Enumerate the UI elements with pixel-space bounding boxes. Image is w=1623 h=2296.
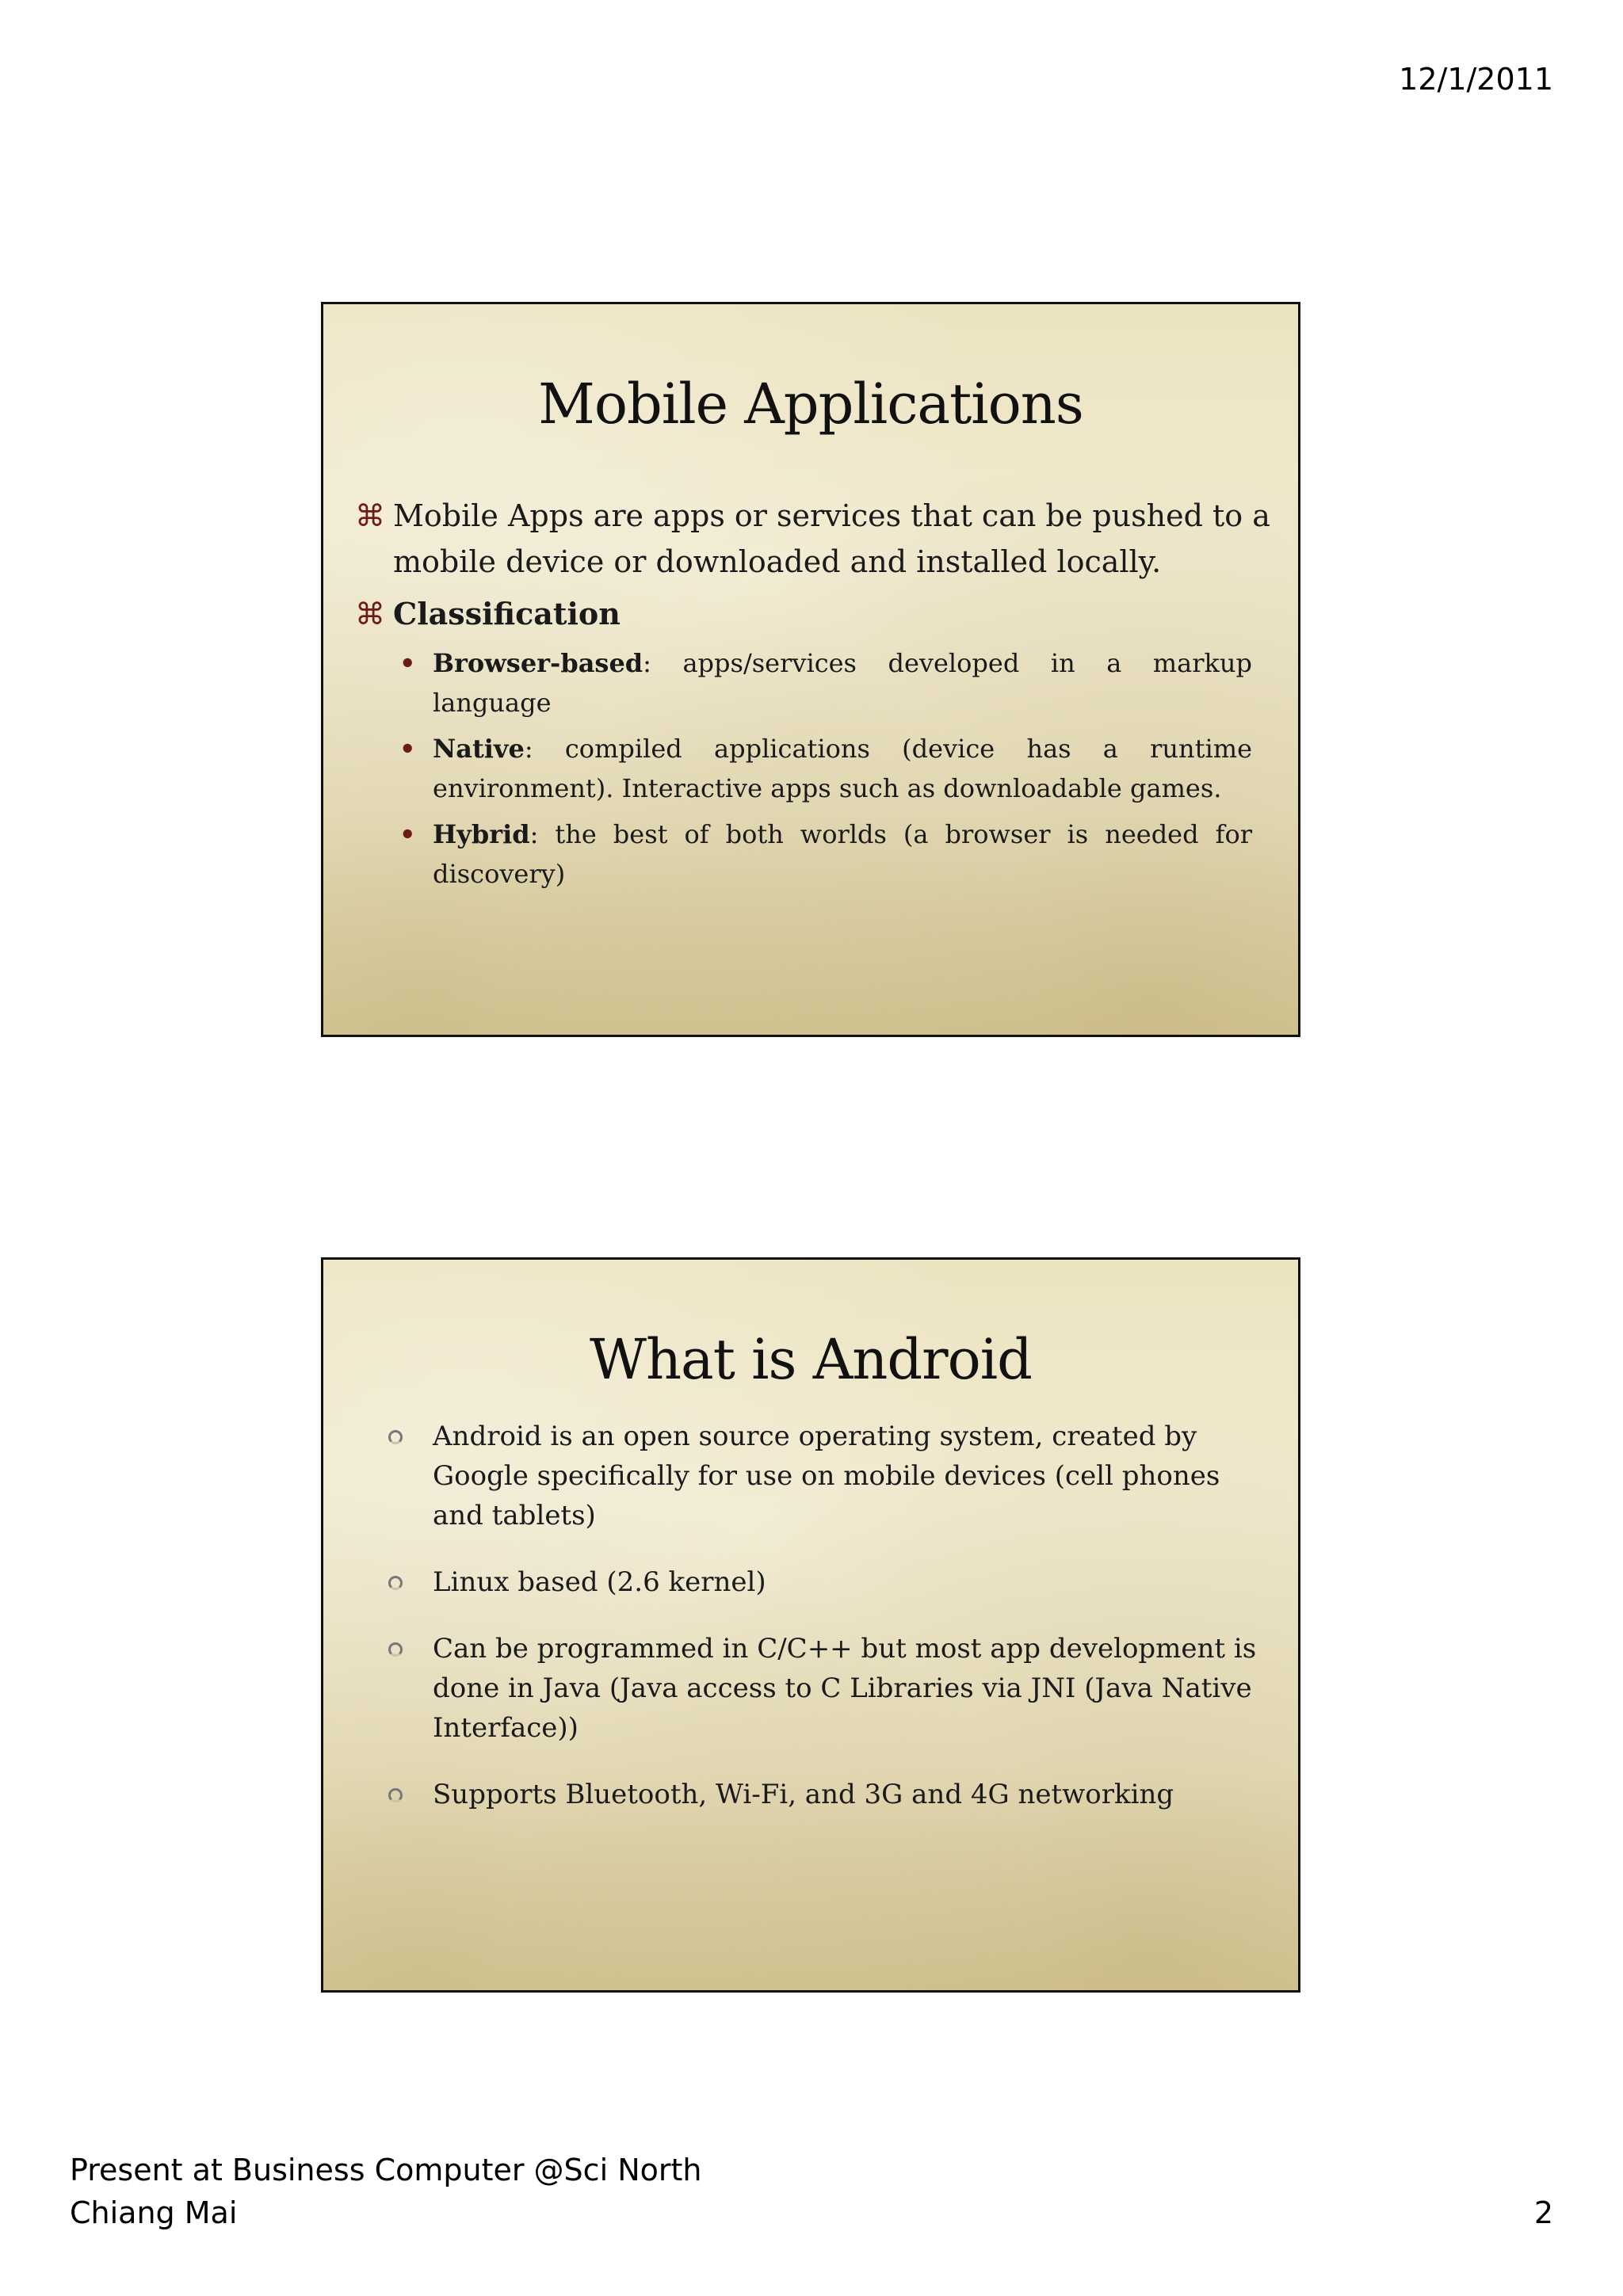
sub-bullet-item <box>399 643 1252 723</box>
slide-what-is-android <box>321 1257 1300 1993</box>
sub-bullet-item <box>399 729 1252 808</box>
bullet-dot-icon: • <box>399 734 416 764</box>
sub-bullet-term: Browser-based <box>433 648 643 678</box>
sub-bullet-text: : the best of both worlds (a browser is needed for discovery) <box>433 819 1252 889</box>
header-date: 12/1/2011 <box>1399 62 1553 97</box>
bullet-text: Supports Bluetooth, Wi-Fi, and 3G and 4G networking <box>433 1779 1174 1810</box>
slide-title: What is Android <box>590 1327 1032 1392</box>
ring-icon <box>388 1788 403 1802</box>
bullet-item <box>355 493 1274 585</box>
bullet-dot-icon: • <box>399 648 416 678</box>
sub-bullet-item <box>399 814 1252 894</box>
bullet-text: Android is an open source operating system, created by Google specifically for use on mobile devices (cell phones and tablets) <box>433 1421 1220 1531</box>
bullet-text: Linux based (2.6 kernel) <box>433 1566 766 1598</box>
page-number: 2 <box>1533 2195 1553 2230</box>
bullet-dot-icon: • <box>399 819 416 849</box>
footer-text <box>70 2149 701 2234</box>
sub-bullet-list <box>355 643 1274 894</box>
bullet-text: Mobile Apps are apps or services that can be pushed to a mobile device or downloaded and installed locally. <box>393 498 1270 579</box>
command-key-icon: ⌘ <box>355 597 385 631</box>
command-key-icon: ⌘ <box>355 498 385 533</box>
slide-body <box>379 1417 1257 1841</box>
slide-title: Mobile Applications <box>538 372 1083 437</box>
bullet-item <box>379 1562 1265 1602</box>
sub-bullet-term: Hybrid <box>433 819 530 849</box>
ring-icon <box>388 1430 403 1444</box>
sub-bullet-term: Native <box>433 734 525 764</box>
footer-line-2: Chiang Mai <box>70 2195 238 2230</box>
ring-icon <box>388 1642 403 1657</box>
bullet-item <box>379 1629 1265 1748</box>
footer-line-1: Present at Business Computer @Sci North <box>70 2153 702 2187</box>
sub-bullet-text: : compiled applications (device has a runtime environment). Interactive apps such as downloadable games. <box>433 734 1252 803</box>
bullet-text: Classification <box>393 596 621 631</box>
bullet-item <box>379 1775 1265 1814</box>
ring-icon <box>388 1576 403 1590</box>
bullet-text: Can be programmed in C/C++ but most app development is done in Java (Java access to C Libraries via JNI (Java Native Interface)) <box>433 1633 1257 1744</box>
bullet-item <box>355 591 1274 637</box>
slide-mobile-applications <box>321 302 1300 1037</box>
sub-bullet-text: : apps/services developed in a markup language <box>433 648 1252 718</box>
bullet-item <box>379 1417 1265 1535</box>
slide-body <box>355 493 1274 900</box>
